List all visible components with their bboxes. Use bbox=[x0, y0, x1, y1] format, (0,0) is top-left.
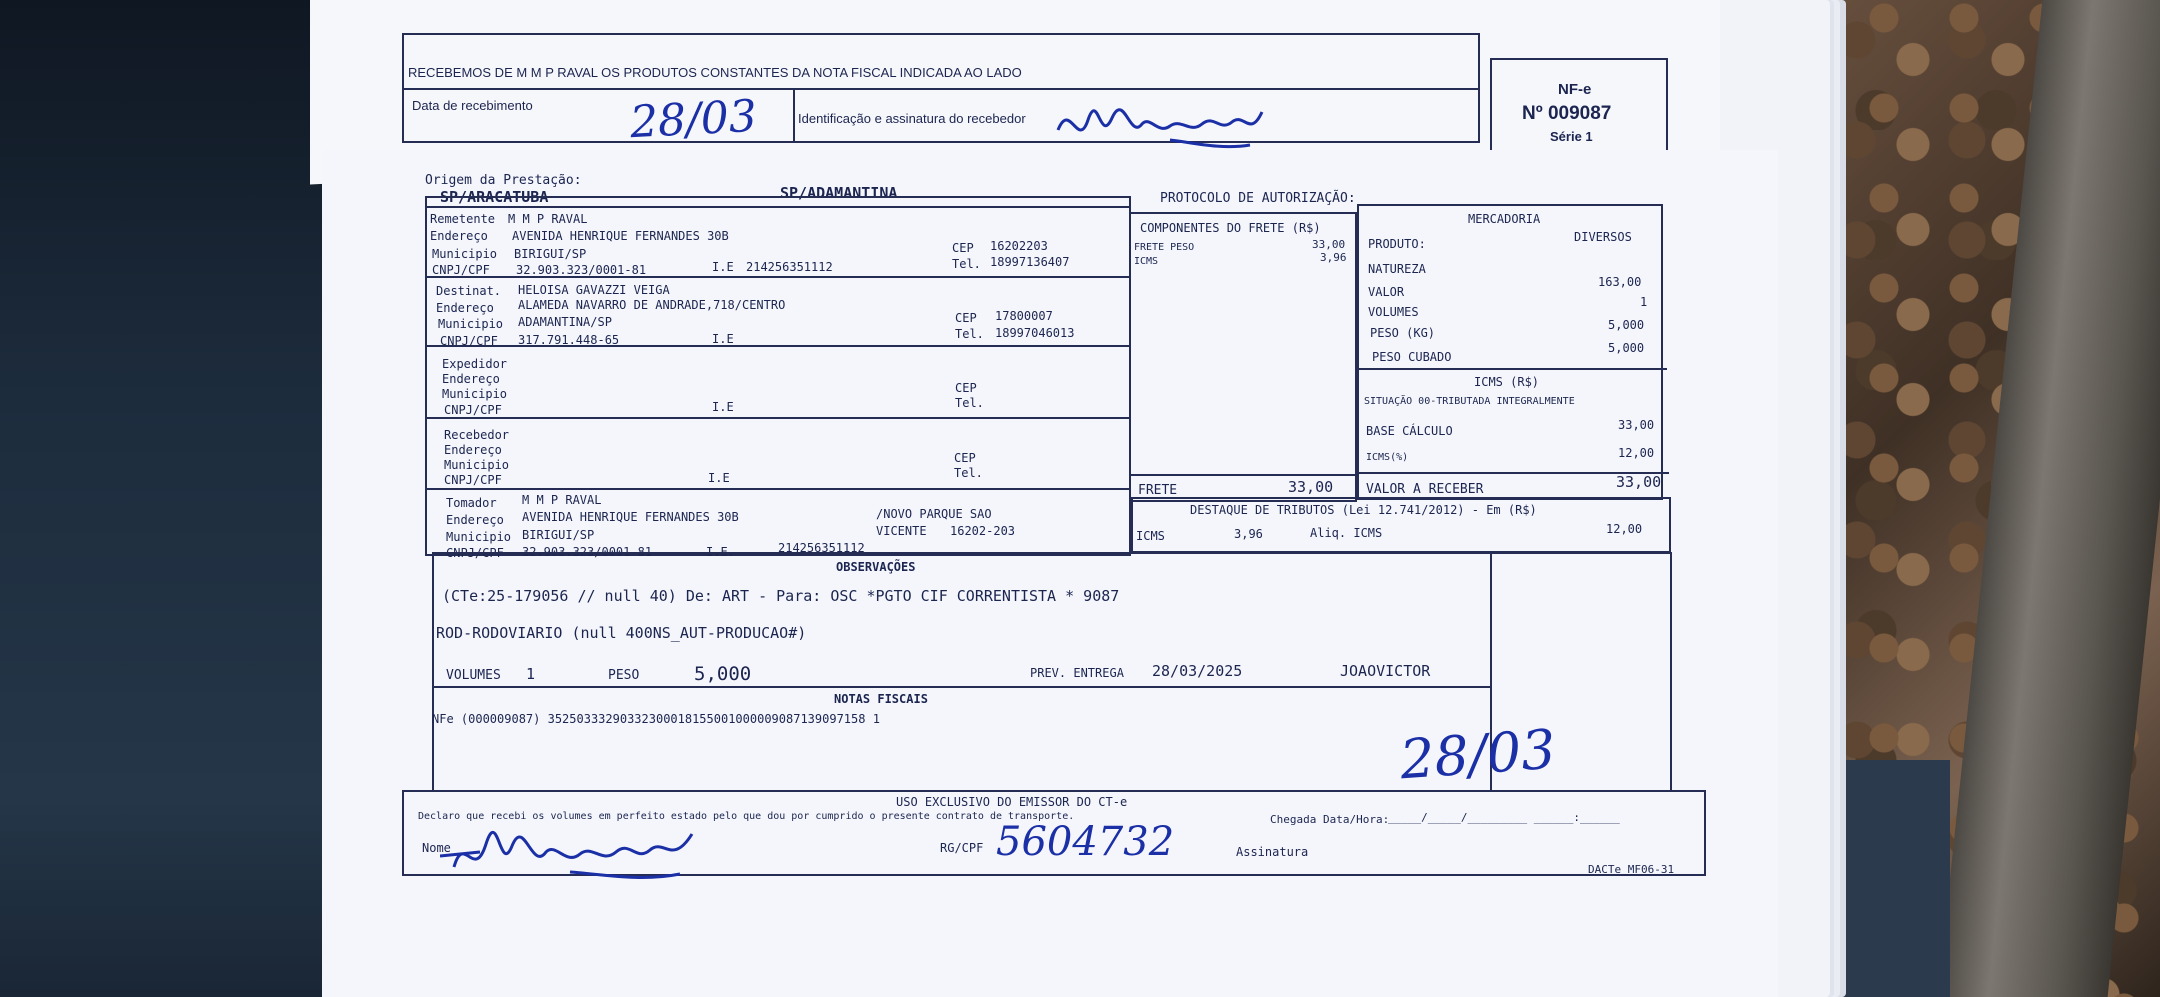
remetente-cep-label: CEP bbox=[952, 241, 974, 255]
nfe-number: Nº 009087 bbox=[1522, 103, 1612, 124]
observacoes-title: OBSERVAÇÕES bbox=[836, 560, 916, 574]
recipient-signature bbox=[440, 812, 720, 892]
tomador-address: AVENIDA HENRIQUE FERNANDES 30B bbox=[522, 510, 739, 524]
peso-label: PESO (KG) bbox=[1370, 326, 1436, 340]
observacoes-line1: (CTe:25-179056 // null 40) De: ART - Para: OSC *PGTO CIF CORRENTISTA * 9087 bbox=[442, 587, 1120, 605]
tomador-cep: 16202-203 bbox=[950, 524, 1016, 538]
icms-situacao: SITUAÇÃO 00-TRIBUTADA INTEGRALMENTE bbox=[1364, 396, 1575, 407]
prev-entrega-value: 28/03/2025 bbox=[1152, 662, 1243, 680]
icms-title: ICMS (R$) bbox=[1474, 375, 1540, 389]
frete-row-value: 33,00 bbox=[1312, 238, 1346, 251]
assinatura-label: Assinatura bbox=[1236, 845, 1309, 859]
obs-peso-value: 5,000 bbox=[694, 663, 752, 685]
tomador-city-label: Municipio bbox=[446, 530, 512, 544]
cubado-value: 5,000 bbox=[1608, 341, 1645, 355]
destinatario-tel: 18997046013 bbox=[995, 326, 1075, 340]
frete-row-label: FRETE PESO bbox=[1134, 242, 1195, 253]
expedidor-address-label: Endereço bbox=[442, 372, 500, 386]
destinatario-label: Destinat. bbox=[436, 284, 502, 298]
receipt-date-label: Data de recebimento bbox=[412, 98, 533, 113]
nfe-label: NF-e bbox=[1558, 81, 1592, 98]
destinatario-cep-label: CEP bbox=[955, 311, 977, 325]
operator-name: JOAOVICTOR bbox=[1340, 662, 1431, 680]
remetente-city-label: Municipio bbox=[432, 247, 498, 261]
arrival-blanks: _____/_____/_________ ______:______ bbox=[1388, 811, 1620, 824]
remetente-cep: 16202203 bbox=[990, 239, 1048, 253]
mercadoria-title: MERCADORIA bbox=[1468, 212, 1541, 226]
nfe-series: Série 1 bbox=[1550, 129, 1593, 144]
icms-pct-value: 12,00 bbox=[1618, 446, 1655, 460]
tomador-address-label: Endereço bbox=[446, 513, 504, 527]
destinatario-address-label: Endereço bbox=[436, 301, 494, 315]
arrival-label: Chegada Data/Hora: bbox=[1270, 813, 1390, 826]
recebedor-ie-label: I.E bbox=[708, 471, 730, 485]
tomador-doc: 32.903.323/0001-81 bbox=[522, 545, 653, 559]
expedidor-cep-label: CEP bbox=[955, 381, 977, 395]
valor-receber: 33,00 bbox=[1616, 473, 1662, 491]
tomador-city: BIRIGUI/SP bbox=[522, 528, 595, 542]
valor-value: 163,00 bbox=[1598, 275, 1642, 289]
peso-value: 5,000 bbox=[1608, 318, 1645, 332]
receipt-header: RECEBEMOS DE M M P RAVAL OS PRODUTOS CONSTANTES DA NOTA FISCAL INDICADA AO LADO bbox=[408, 65, 1022, 80]
remetente-address-label: Endereço bbox=[430, 229, 488, 243]
produto-label: PRODUTO: bbox=[1368, 237, 1426, 251]
frete-total-label: FRETE bbox=[1138, 483, 1178, 498]
protocol-label: PROTOCOLO DE AUTORIZAÇÃO: bbox=[1160, 191, 1356, 206]
remetente-doc: 32.903.323/0001-81 bbox=[516, 263, 647, 277]
tomador-ie: 214256351112 bbox=[778, 541, 865, 555]
valor-receber-label: VALOR A RECEBER bbox=[1366, 482, 1484, 497]
origin: SP/ARACATUBA bbox=[440, 188, 549, 206]
volumes-label: VOLUMES bbox=[1368, 305, 1419, 319]
tomador-neighborhood2: VICENTE bbox=[876, 524, 927, 538]
form-code: DACTe_MF06-31 bbox=[1588, 863, 1675, 876]
cubado-label: PESO CUBADO bbox=[1372, 350, 1452, 364]
destinatario-doc: 317.791.448-65 bbox=[518, 333, 620, 347]
recebedor-city-label: Municipio bbox=[444, 458, 510, 472]
tributos-icms-value: 3,96 bbox=[1234, 527, 1263, 541]
notas-line: NFe (000009087) 35250333290332300018155001000009087139097158 1 bbox=[432, 712, 880, 726]
destinatario-name: HELOISA GAVAZZI VEIGA bbox=[518, 283, 670, 297]
recebedor-doc-label: CNPJ/CPF bbox=[444, 473, 502, 487]
frete-title: COMPONENTES DO FRETE (R$) bbox=[1140, 221, 1321, 235]
destinatario-address: ALAMEDA NAVARRO DE ANDRADE,718/CENTRO bbox=[518, 298, 786, 312]
remetente-tel-label: Tel. bbox=[952, 257, 981, 271]
icms-base-label: BASE CÁLCULO bbox=[1366, 424, 1453, 438]
footer-title: USO EXCLUSIVO DO EMISSOR DO CT-e bbox=[896, 795, 1128, 809]
remetente-ie: 214256351112 bbox=[746, 260, 833, 274]
frete-row-label: ICMS bbox=[1134, 256, 1159, 267]
tributos-aliq-value: 12,00 bbox=[1606, 522, 1643, 536]
destinatario-doc-label: CNPJ/CPF bbox=[440, 334, 498, 348]
tributos-icms-label: ICMS bbox=[1136, 529, 1165, 543]
volumes-value: 1 bbox=[1640, 295, 1648, 309]
recebedor-label: Recebedor bbox=[444, 428, 510, 442]
tributos-aliq-label: Aliq. ICMS bbox=[1310, 526, 1383, 540]
tomador-ie-label: I.E. bbox=[706, 545, 735, 559]
frete-total-value: 33,00 bbox=[1288, 478, 1334, 496]
destinatario-city: ADAMANTINA/SP bbox=[518, 315, 612, 329]
rg-label: RG/CPF bbox=[940, 841, 984, 855]
tomador-doc-label: CNPJ/CPF bbox=[446, 546, 504, 560]
destinatario-ie-label: I.E bbox=[712, 332, 734, 346]
expedidor-ie-label: I.E bbox=[712, 400, 734, 414]
tomador-neighborhood: /NOVO PARQUE SAO bbox=[876, 507, 992, 521]
destinatario-tel-label: Tel. bbox=[955, 327, 984, 341]
observacoes-line2: ROD-RODOVIARIO (null 400NS_AUT-PRODUCAO#) bbox=[436, 624, 807, 642]
recebedor-cep-label: CEP bbox=[954, 451, 976, 465]
expedidor-doc-label: CNPJ/CPF bbox=[444, 403, 502, 417]
origin-label: Origem da Prestação: bbox=[425, 173, 582, 188]
remetente-address: AVENIDA HENRIQUE FERNANDES 30B bbox=[512, 229, 729, 243]
remetente-name: M M P RAVAL bbox=[508, 212, 588, 226]
prev-entrega-label: PREV. ENTREGA bbox=[1030, 666, 1124, 680]
remetente-city: BIRIGUI/SP bbox=[514, 247, 587, 261]
tomador-label: Tomador bbox=[446, 496, 497, 510]
produto-value: DIVERSOS bbox=[1574, 230, 1632, 244]
obs-volumes-label: VOLUMES bbox=[446, 668, 501, 683]
receipt-date-handwritten: 28/03 bbox=[628, 90, 759, 149]
tomador-name: M M P RAVAL bbox=[522, 493, 602, 507]
tributos-title: DESTAQUE DE TRIBUTOS (Lei 12.741/2012) - Em (R$) bbox=[1190, 503, 1537, 517]
expedidor-tel-label: Tel. bbox=[955, 396, 984, 410]
recebedor-tel-label: Tel. bbox=[954, 466, 983, 480]
obs-peso-label: PESO bbox=[608, 668, 640, 683]
handwritten-rg: 5604732 bbox=[996, 819, 1175, 865]
footer-declaration: Declaro que recebi os volumes em perfeito estado pelo que dou por cumprido o presente contrato de transporte. bbox=[418, 811, 1075, 822]
remetente-tel: 18997136407 bbox=[990, 255, 1070, 269]
remetente-label: Remetente bbox=[430, 212, 496, 226]
receipt-signer-label: Identificação e assinatura do recebedor bbox=[798, 111, 1026, 126]
destination: SP/ADAMANTINA bbox=[780, 184, 898, 202]
expedidor-city-label: Municipio bbox=[442, 387, 508, 401]
handwritten-date: 28/03 bbox=[1397, 717, 1558, 792]
recebedor-address-label: Endereço bbox=[444, 443, 502, 457]
destinatario-cep: 17800007 bbox=[995, 309, 1053, 323]
icms-base-value: 33,00 bbox=[1618, 418, 1655, 432]
expedidor-label: Expedidor bbox=[442, 357, 508, 371]
remetente-ie-label: I.E bbox=[712, 260, 734, 274]
remetente-doc-label: CNPJ/CPF bbox=[432, 263, 490, 277]
natureza-label: NATUREZA bbox=[1368, 262, 1426, 276]
obs-volumes-value: 1 bbox=[526, 665, 536, 683]
destinatario-city-label: Municipio bbox=[438, 317, 504, 331]
icms-pct-label: ICMS(%) bbox=[1366, 452, 1409, 463]
nome-label: Nome bbox=[422, 841, 451, 855]
notas-title: NOTAS FISCAIS bbox=[834, 692, 928, 706]
valor-label: VALOR bbox=[1368, 285, 1405, 299]
frete-row-value: 3,96 bbox=[1320, 251, 1347, 264]
